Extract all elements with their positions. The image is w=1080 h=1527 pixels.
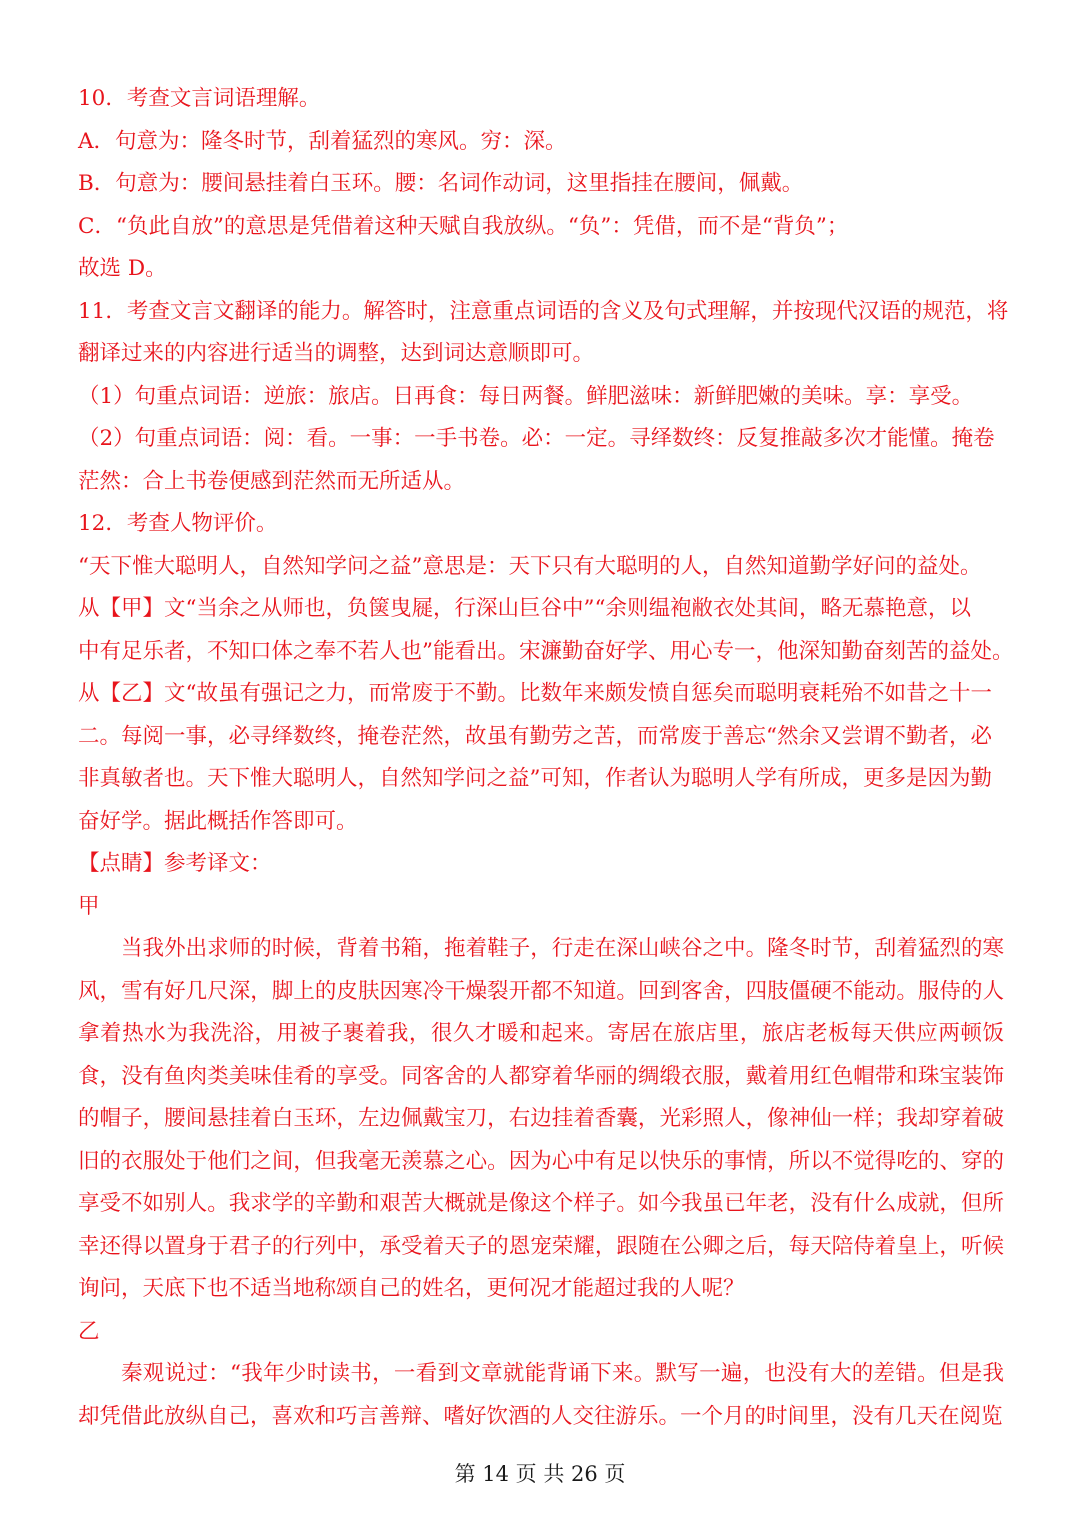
yi-label: 乙 xyxy=(78,1318,100,1344)
page-footer: 第 14 页 共 26 页 xyxy=(454,1462,626,1486)
answer-line: 12．考查人物评价。 xyxy=(78,511,278,536)
jia-label: 甲 xyxy=(78,893,100,919)
answer-line: 从【乙】文“故虽有强记之力，而常废于不勤。比数年来颇发愤自惩矣而聪明衰耗殆不如昔之十一 xyxy=(78,681,992,706)
answer-line: A．句意为：隆冬时节，刮着猛烈的寒风。穷：深。 xyxy=(78,128,567,154)
page-content xyxy=(78,78,1014,1438)
answer-line: 故选 D。 xyxy=(78,256,167,281)
answer-line: B．句意为：腰间悬挂着白玉环。腰：名词作动词，这里指挂在腰间，佩戴。 xyxy=(78,171,804,196)
answer-line: 11．考查文言文翻译的能力。解答时，注意重点词语的含义及句式理解，并按现代汉语的规范，将 xyxy=(78,298,1009,324)
answer-line: 二。每阅一事，必寻绎数终，掩卷茫然，故虽有勤劳之苦，而常废于善忘“然余又尝谓不勤者，必 xyxy=(78,723,992,749)
answer-line: 10．考查文言词语理解。 xyxy=(78,86,321,111)
answer-line: 奋好学。据此概括作答即可。 xyxy=(78,808,358,834)
answer-line: 翻译过来的内容进行适当的调整，达到词达意顺即可。 xyxy=(78,341,595,366)
answer-line: 茫然：合上书卷便感到茫然而无所适从。 xyxy=(78,468,466,494)
answer-line: “天下惟大聪明人，自然知学问之益”意思是：天下只有大聪明的人，自然知道勤学好问的益处。 xyxy=(78,553,982,579)
jia-translation: 当我外出求师的时候，背着书箱，拖着鞋子，行走在深山峡谷之中。隆冬时节，刮着猛烈的寒风，雪有好几尺深，脚上的皮肤因寒冷干燥裂开都不知道。回到客舍，四肢僵硬不能动。服侍的人拿着热水为我洗浴，用被子裹着我，很久才暖和起来。寄居在旅店里，旅店老板每天供应两顿饭食，没有鱼肉类美味佳肴的享受。同客舍的人都穿着华丽的绸缎衣服，戴着用红色帽带和珠宝装饰的帽子，腰间悬挂着白玉环，左边佩戴宝刀，右边挂着香囊，光彩照人，像神仙一样；我却穿着破旧的衣服处于他们之间，但我毫无羡慕之心。因为心中有足以快乐的事情，所以不觉得吃的、穿的享受不如别人。我求学的辛勤和艰苦大概就是像这个样子。如今我虽已年老，没有什么成就，但所幸还得以置身于君子的行列中，承受着天子的恩宠荣耀，跟随在公卿之后，每天陪侍着皇上，听候询问，天底下也不适当地称颂自己的姓名，更何况才能超过我的人呢？ xyxy=(78,936,1004,1301)
answer-line: C．“负此自放”的意思是凭借着这种天赋自我放纵。“负”：凭借，而不是“背负”； xyxy=(78,213,849,239)
dianjing-heading: 【点睛】参考译文： xyxy=(78,851,272,876)
yi-translation: 秦观说过：“我年少时读书，一看到文章就能背诵下来。默写一遍，也没有大的差错。但是我却凭借此放纵自己，喜欢和巧言善辩、嗜好饮酒的人交往游乐。一个月的时间里，没有几天在阅览 xyxy=(78,1361,1004,1429)
answer-line: （1）句重点词语：逆旅：旅店。日再食：每日两餐。鲜肥滋味：新鲜肥嫩的美味。享：享受。 xyxy=(78,383,974,409)
answer-line: 中有足乐者，不知口体之奉不若人也”能看出。宋濂勤奋好学、用心专一，他深知勤奋刻苦的益处。 xyxy=(78,638,1014,664)
answer-line: 从【甲】文“当余之从师也，负箧曳屣，行深山巨谷中”“余则缊袍敝衣处其间，略无慕艳意，以 xyxy=(78,596,971,621)
answer-line: 非真敏者也。天下惟大聪明人，自然知学问之益”可知，作者认为聪明人学有所成，更多是因为勤 xyxy=(78,766,992,791)
answer-line: （2）句重点词语：阅：看。一事：一手书卷。必：一定。寻绎数终：反复推敲多次才能懂。掩卷 xyxy=(78,426,995,451)
